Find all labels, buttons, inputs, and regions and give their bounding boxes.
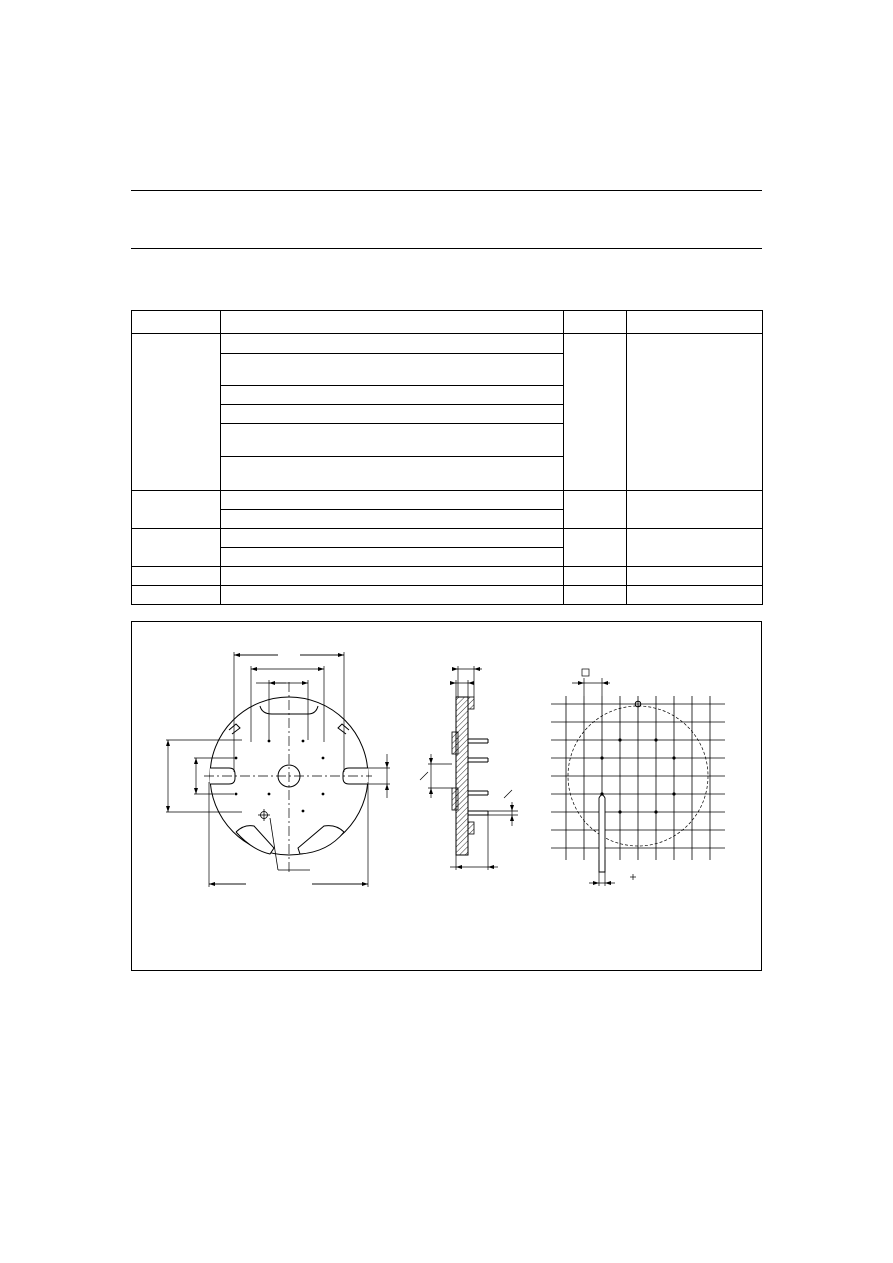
front-view-dimension-gap bbox=[278, 650, 300, 660]
table-row bbox=[132, 334, 763, 354]
mechanical-drawing-frame bbox=[131, 621, 762, 971]
table-cell bbox=[564, 529, 627, 567]
table-cell bbox=[564, 567, 627, 586]
table-cell bbox=[221, 457, 564, 491]
side-view-dimensions bbox=[420, 666, 518, 870]
table-cell bbox=[627, 491, 763, 529]
table-cell bbox=[221, 424, 564, 457]
table-header-cell bbox=[564, 311, 627, 334]
table-row bbox=[132, 567, 763, 586]
table-cell bbox=[221, 491, 564, 510]
table-header-cell bbox=[132, 311, 221, 334]
table-cell bbox=[132, 529, 221, 567]
table-cell bbox=[627, 334, 763, 491]
table-cell bbox=[564, 491, 627, 529]
table-cell bbox=[564, 586, 627, 605]
side-view-drawing bbox=[452, 697, 488, 855]
table-cell bbox=[221, 510, 564, 529]
table-row bbox=[132, 586, 763, 605]
table-cell bbox=[221, 567, 564, 586]
table-cell bbox=[221, 386, 564, 405]
table-cell bbox=[221, 529, 564, 548]
table-header-row bbox=[132, 311, 763, 334]
table-cell bbox=[627, 586, 763, 605]
table-cell bbox=[132, 567, 221, 586]
table-header-cell bbox=[221, 311, 564, 334]
table-cell bbox=[132, 586, 221, 605]
table-cell bbox=[132, 334, 221, 491]
table-cell bbox=[221, 586, 564, 605]
front-view-dimension-gap bbox=[246, 879, 312, 889]
table-cell bbox=[627, 567, 763, 586]
table-cell bbox=[564, 334, 627, 491]
header-rule-bottom bbox=[131, 248, 762, 249]
table-header-cell bbox=[627, 311, 763, 334]
table-cell bbox=[627, 529, 763, 567]
table-row bbox=[132, 529, 763, 548]
table-cell bbox=[221, 405, 564, 424]
table-cell bbox=[132, 491, 221, 529]
table-cell bbox=[221, 354, 564, 386]
spec-table bbox=[131, 310, 763, 605]
table-cell bbox=[221, 334, 564, 354]
table-row bbox=[132, 491, 763, 510]
grid-view-lines bbox=[551, 696, 725, 860]
header-rule-top bbox=[131, 190, 762, 191]
grid-view-arrowheads bbox=[578, 681, 611, 885]
grid-view-key-slot bbox=[599, 795, 605, 872]
table-cell bbox=[221, 548, 564, 567]
